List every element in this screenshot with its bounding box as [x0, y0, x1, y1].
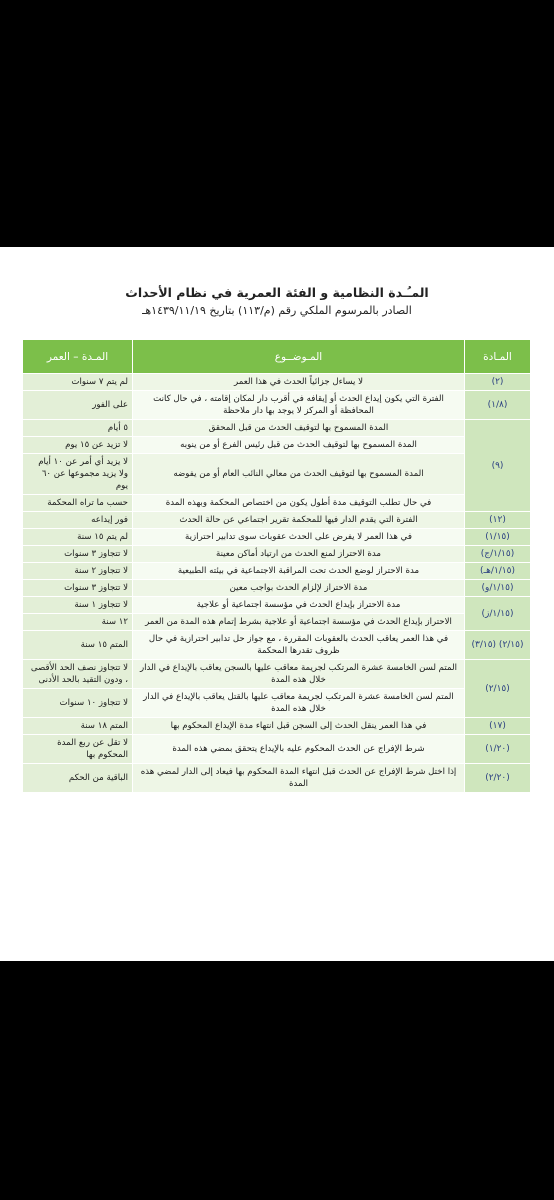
duration-cell: لا تتجاوز ٣ سنوات	[23, 580, 133, 597]
topic-cell: في هذا العمر يعاقب الحدث بالعقوبات المقررة ، مع جواز حل تدابير احترازية في حال ظروف تقدرها المحكمة	[133, 631, 465, 660]
duration-cell: ١٢ سنة	[23, 614, 133, 631]
table-row	[23, 495, 531, 512]
topic-cell: مدة الاحتراز لوضع الحدث تحت المراقبة الاجتماعية في بيئته الطبيعية	[133, 563, 465, 580]
article-cell: (٩)	[465, 420, 531, 512]
topic-cell: الاحتراز بإيداع الحدث في مؤسسة اجتماعية أو علاجية بشرط إتمام هذه المدة من العمر	[133, 614, 465, 631]
table-row	[23, 580, 531, 597]
page-subtitle: الصادر بالمرسوم الملكي رقم (م/١١٣) بتاريخ ١٤٣٩/١١/١٩هـ	[142, 304, 412, 317]
duration-cell: لا يزيد أي أمر عن ١٠ أيام ولا يزيد مجموعها عن ٦٠ يوم	[23, 454, 133, 495]
duration-cell: على الفور	[23, 391, 133, 420]
topic-cell: إذا اختل شرط الإفراج عن الحدث قبل انتهاء المدة المحكوم بها فيعاد إلى الدار لمضي هذه المدة	[133, 764, 465, 793]
article-cell: (١/٢٠)	[465, 735, 531, 764]
table-header-row	[23, 340, 531, 374]
table-row	[23, 597, 531, 614]
article-cell: (١/٨)	[465, 391, 531, 420]
table-row	[23, 614, 531, 631]
article-cell: (١/١٥)	[465, 529, 531, 546]
duration-cell: ٥ أيام	[23, 420, 133, 437]
article-cell: (١/١٥/هـ)	[465, 563, 531, 580]
duration-cell: فور إيداعه	[23, 512, 133, 529]
duration-cell: لم يتم ١٥ سنة	[23, 529, 133, 546]
table-row	[23, 718, 531, 735]
duration-cell: حسب ما تراه المحكمة	[23, 495, 133, 512]
table-row	[23, 546, 531, 563]
topic-cell: في حال تطلب التوقيف مدة أطول يكون من اختصاص المحكمة وبهذه المدة	[133, 495, 465, 512]
table-row	[23, 563, 531, 580]
table-row	[23, 660, 531, 689]
duration-cell: لا تتجاوز ١٠ سنوات	[23, 689, 133, 718]
article-cell: (١/١٥/ز)	[465, 597, 531, 631]
table-row	[23, 391, 531, 420]
article-cell: (٢/١٥) (٣/١٥)	[465, 631, 531, 660]
duration-cell: لا تتجاوز ٣ سنوات	[23, 546, 133, 563]
topic-cell: مدة الاحتراز بإيداع الحدث في مؤسسة اجتماعية أو علاجية	[133, 597, 465, 614]
topic-cell: مدة الاحتراز لإلزام الحدث بواجب معين	[133, 580, 465, 597]
duration-cell: لا تزيد عن ١٥ يوم	[23, 437, 133, 454]
header-topic: المـوضــوع	[133, 340, 465, 374]
topic-cell: المتم لسن الخامسة عشرة المرتكب لجريمة معاقب عليها بالقتل يعاقب بالإيداع في الدار خلال هذه المدة	[133, 689, 465, 718]
topic-cell: لا يساءل جزائياً الحدث في هذا العمر	[133, 374, 465, 391]
duration-cell: لا تتجاوز ١ سنة	[23, 597, 133, 614]
article-cell: (١٢)	[465, 512, 531, 529]
article-cell: (٢/١٥)	[465, 660, 531, 718]
article-cell: (٢)	[465, 374, 531, 391]
topic-cell: شرط الإفراج عن الحدث المحكوم عليه بالإيداع يتحقق بمضي هذه المدة	[133, 735, 465, 764]
table-row	[23, 454, 531, 495]
article-cell: (٢/٢٠)	[465, 764, 531, 793]
article-cell: (١٧)	[465, 718, 531, 735]
duration-cell: الباقية من الحكم	[23, 764, 133, 793]
duration-cell: لا تتجاوز نصف الحد الأقصى ، ودون التقيد بالحد الأدنى	[23, 660, 133, 689]
topic-cell: المدة المسموح بها لتوقيف الحدث من معالي النائب العام أو من يفوضه	[133, 454, 465, 495]
table-row	[23, 512, 531, 529]
article-cell: (١/١٥/ج)	[465, 546, 531, 563]
topic-cell: الفترة التي يقدم الدار فيها للمحكمة تقرير اجتماعي عن حالة الحدث	[133, 512, 465, 529]
document-sheet	[0, 247, 554, 961]
table-row	[23, 631, 531, 660]
topic-cell: في هذا العمر ينقل الحدث إلى السجن قبل انتهاء مدة الإيداع المحكوم بها	[133, 718, 465, 735]
table-row	[23, 689, 531, 718]
topic-cell: المتم لسن الخامسة عشرة المرتكب لجريمة معاقب عليها بالسجن يعاقب بالإيداع في الدار خلال هذه المدة	[133, 660, 465, 689]
duration-cell: لا تقل عن ربع المدة المحكوم بها	[23, 735, 133, 764]
duration-cell: المتم ١٨ سنة	[23, 718, 133, 735]
duration-cell: لا تتجاوز ٢ سنة	[23, 563, 133, 580]
topic-cell: في هذا العمر لا يفرض على الحدث عقوبات سوى تدابير احترازية	[133, 529, 465, 546]
table-row	[23, 764, 531, 793]
table-row	[23, 420, 531, 437]
table-row	[23, 735, 531, 764]
table-row	[23, 529, 531, 546]
topic-cell: المدة المسموح بها لتوقيف الحدث من قبل المحقق	[133, 420, 465, 437]
durations-table	[22, 339, 531, 793]
table-row	[23, 437, 531, 454]
topic-cell: مدة الاحتراز لمنع الحدث من ارتياد أماكن معينة	[133, 546, 465, 563]
header-duration: المـدة – العمر	[23, 340, 133, 374]
header-article: المـادة	[465, 340, 531, 374]
duration-cell: لم يتم ٧ سنوات	[23, 374, 133, 391]
article-cell: (١/١٥/و)	[465, 580, 531, 597]
topic-cell: الفترة التي يكون إيداع الحدث أو إيقافه في أقرب دار لمكان إقامته ، في حال كانت المحافظة أو المركز لا يوجد بها دار ملاحظة	[133, 391, 465, 420]
duration-cell: المتم ١٥ سنة	[23, 631, 133, 660]
page-title: المـُـدة النظامية و الفئة العمرية في نظام الأحداث	[125, 285, 429, 300]
table-row	[23, 374, 531, 391]
topic-cell: المدة المسموح بها لتوقيف الحدث من قبل رئيس الفرع أو من ينوبه	[133, 437, 465, 454]
